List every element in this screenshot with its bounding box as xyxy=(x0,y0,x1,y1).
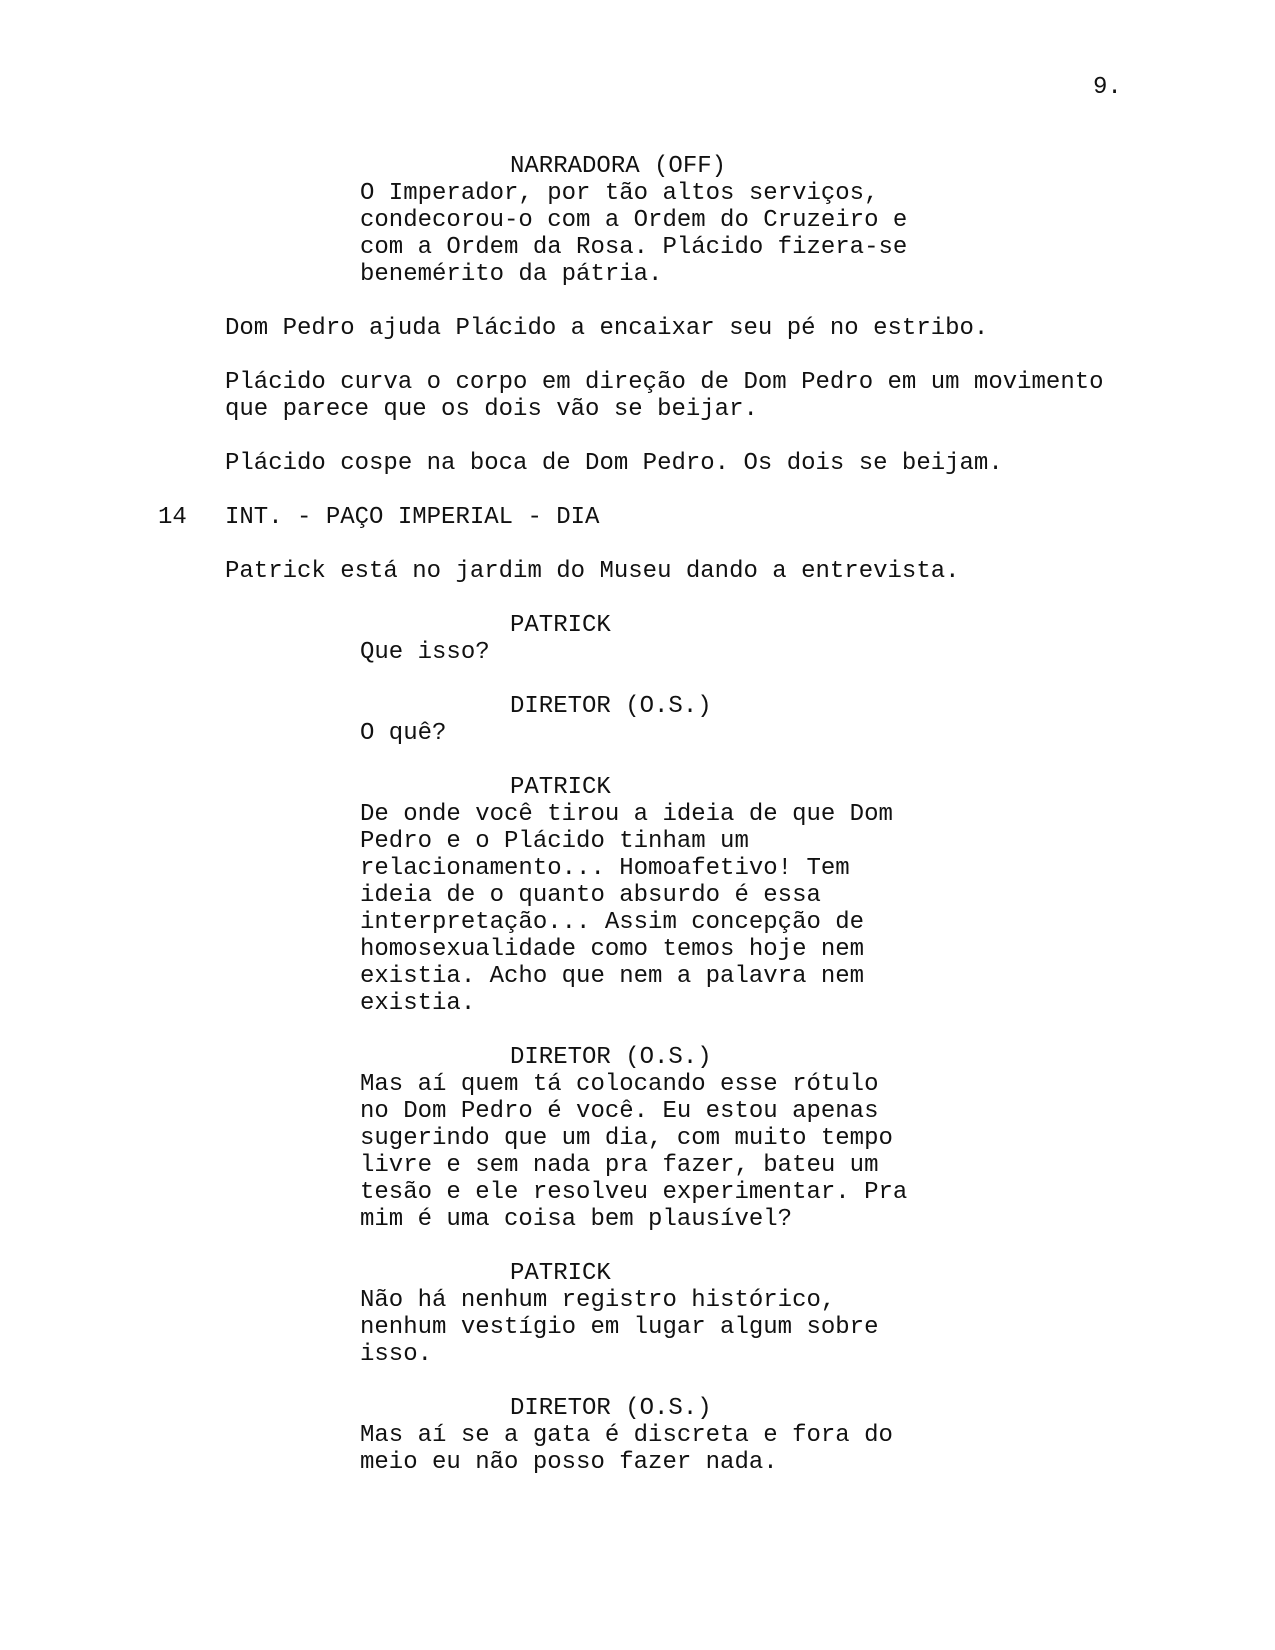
dialogue-line: Mas aí se a gata é discreta e fora do xyxy=(360,1422,893,1449)
dialogue-line: relacionamento... Homoafetivo! Tem xyxy=(360,855,850,882)
scene-heading: INT. - PAÇO IMPERIAL - DIA xyxy=(225,504,600,531)
dialogue-line: tesão e ele resolveu experimentar. Pra xyxy=(360,1179,908,1206)
character-name: PATRICK xyxy=(510,774,611,801)
action-line: Plácido cospe na boca de Dom Pedro. Os dois se beijam. xyxy=(225,450,1003,477)
dialogue-line: Não há nenhum registro histórico, xyxy=(360,1287,836,1314)
dialogue-line: livre e sem nada pra fazer, bateu um xyxy=(360,1152,879,1179)
action-line: Patrick está no jardim do Museu dando a entrevista. xyxy=(225,558,960,585)
dialogue-line: isso. xyxy=(360,1341,433,1368)
character-name: NARRADORA (OFF) xyxy=(510,153,727,180)
action-line: Dom Pedro ajuda Plácido a encaixar seu pé no estribo. xyxy=(225,315,989,342)
dialogue-line: meio eu não posso fazer nada. xyxy=(360,1449,778,1476)
scene-number: 14 xyxy=(158,504,187,531)
character-name: PATRICK xyxy=(510,612,611,639)
dialogue-line: existia. Acho que nem a palavra nem xyxy=(360,963,865,990)
dialogue-line: existia. xyxy=(360,990,476,1017)
dialogue-line: Pedro e o Plácido tinham um xyxy=(360,828,749,855)
dialogue-line: Mas aí quem tá colocando esse rótulo xyxy=(360,1071,879,1098)
page-number: 9. xyxy=(1093,74,1122,101)
action-line: Plácido curva o corpo em direção de Dom Pedro em um movimento xyxy=(225,369,1104,396)
character-name: DIRETOR (O.S.) xyxy=(510,1395,712,1422)
dialogue-line: interpretação... Assim concepção de xyxy=(360,909,865,936)
action-line: que parece que os dois vão se beijar. xyxy=(225,396,758,423)
dialogue-line: benemérito da pátria. xyxy=(360,261,663,288)
dialogue-line: O Imperador, por tão altos serviços, xyxy=(360,180,879,207)
character-name: DIRETOR (O.S.) xyxy=(510,693,712,720)
dialogue-line: nenhum vestígio em lugar algum sobre xyxy=(360,1314,879,1341)
dialogue-line: ideia de o quanto absurdo é essa xyxy=(360,882,821,909)
character-name: DIRETOR (O.S.) xyxy=(510,1044,712,1071)
dialogue-line: mim é uma coisa bem plausível? xyxy=(360,1206,793,1233)
dialogue-line: no Dom Pedro é você. Eu estou apenas xyxy=(360,1098,879,1125)
character-name: PATRICK xyxy=(510,1260,611,1287)
dialogue-line: O quê? xyxy=(360,720,447,747)
dialogue-line: sugerindo que um dia, com muito tempo xyxy=(360,1125,893,1152)
dialogue-line: com a Ordem da Rosa. Plácido fizera-se xyxy=(360,234,908,261)
dialogue-line: Que isso? xyxy=(360,639,490,666)
dialogue-line: homosexualidade como temos hoje nem xyxy=(360,936,865,963)
dialogue-line: condecorou-o com a Ordem do Cruzeiro e xyxy=(360,207,908,234)
dialogue-line: De onde você tirou a ideia de que Dom xyxy=(360,801,893,828)
